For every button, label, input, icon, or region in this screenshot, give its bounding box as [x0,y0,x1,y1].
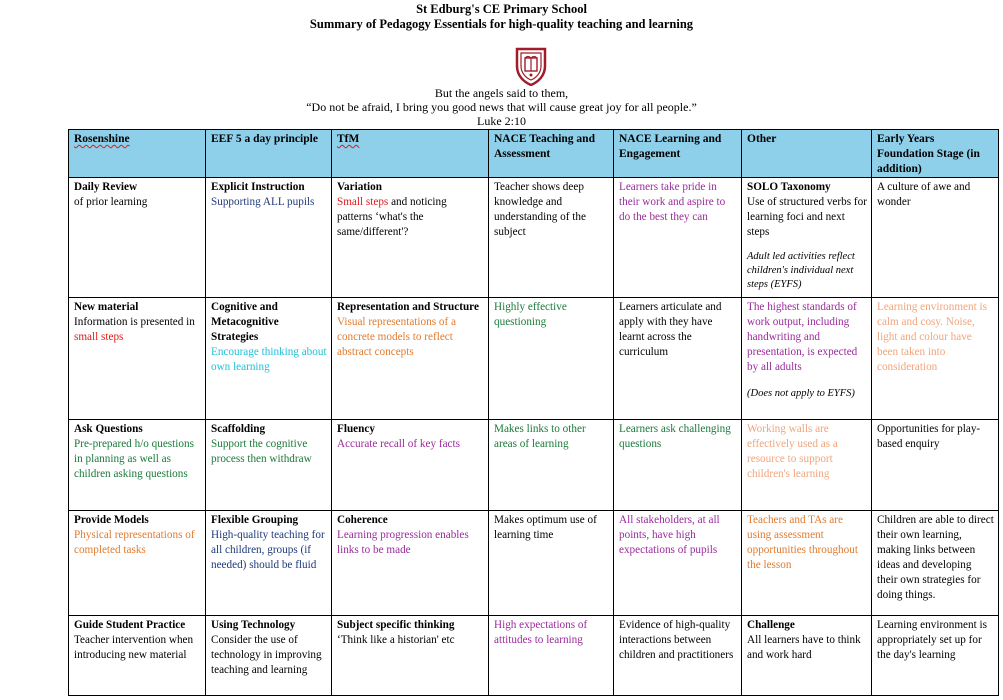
cell-eef: Flexible Grouping High-quality teaching for all children, groups (if needed) should be fluid [206,511,332,616]
verse-line-2: “Do not be afraid, I bring you good news that will cause great joy for all people.” [306,100,697,114]
cell-nace-teaching: Highly effective questioning [489,298,614,420]
cell-rosenshine: Ask Questions Pre-prepared h/o questions in planning as well as children asking questions [69,420,206,511]
cell-eyfs: Children are able to direct their own learning, making links between ideas and developing their own strategies for doing things. [872,511,999,616]
document-subtitle: Summary of Pedagogy Essentials for high-quality teaching and learning [309,17,694,31]
cell-tfm: Representation and Structure Visual representations of a concrete models to reflect abstract concepts [332,298,489,420]
col-header-eyfs: Early Years Foundation Stage (in addition) [872,130,999,178]
cell-other: The highest standards of work output, including handwriting and presentation, is expected by all adults (Does not apply to EYFS) [742,298,872,420]
cell-nace-teaching: Makes optimum use of learning time [489,511,614,616]
cell-tfm: Fluency Accurate recall of key facts [332,420,489,511]
school-crest-icon [514,46,548,86]
school-name: St Edburg's CE Primary School [416,2,587,16]
cell-other: Teachers and TAs are using assessment opportunities throughout the lesson [742,511,872,616]
cell-eyfs: Learning environment is appropriately set up for the day's learning [872,616,999,696]
cell-nace-teaching: Makes links to other areas of learning [489,420,614,511]
cell-rosenshine: New material Information is presented in small steps [69,298,206,420]
cell-nace-learning: All stakeholders, at all points, have high expectations of pupils [614,511,742,616]
cell-eef: Cognitive and Metacognitive Strategies Encourage thinking about own learning [206,298,332,420]
cell-nace-learning: Learners articulate and apply with they have learnt across the curriculum [614,298,742,420]
table-row [69,511,999,616]
col-header-other: Other [742,130,872,178]
col-header-nace-learning: NACE Learning and Engagement [614,130,742,178]
cell-other: Challenge All learners have to think and work hard [742,616,872,696]
col-header-nace-teaching: NACE Teaching and Assessment [489,130,614,178]
cell-eef: Scaffolding Support the cognitive process then withdraw [206,420,332,511]
table-row [69,298,999,420]
cell-other: SOLO Taxonomy Use of structured verbs for learning foci and next steps Adult led activities reflect children's individual next steps (EYFS) [742,178,872,298]
cell-tfm: Variation Small steps and noticing patterns ‘what's the same/different'? [332,178,489,298]
cell-nace-learning: Learners take pride in their work and aspire to do the best they can [614,178,742,298]
cell-nace-teaching: Teacher shows deep knowledge and understanding of the subject [489,178,614,298]
cell-nace-learning: Learners ask challenging questions [614,420,742,511]
table-row [69,420,999,511]
cell-tfm: Coherence Learning progression enables links to be made [332,511,489,616]
table-header-row [69,130,999,178]
cell-rosenshine: Daily Review of prior learning [69,178,206,298]
cell-eyfs: A culture of awe and wonder [872,178,999,298]
col-header-rosenshine: Rosenshine [69,130,206,178]
pedagogy-table [68,129,999,696]
cell-eyfs: Learning environment is calm and cosy. Noise, light and colour have been taken into consideration [872,298,999,420]
cell-eyfs: Opportunities for play-based enquiry [872,420,999,511]
cell-nace-learning: Evidence of high-quality interactions between children and practitioners [614,616,742,696]
cell-rosenshine: Guide Student Practice Teacher intervention when introducing new material [69,616,206,696]
table-row [69,616,999,696]
col-header-tfm: TfM [332,130,489,178]
col-header-eef: EEF 5 a day principle [206,130,332,178]
cell-other: Working walls are effectively used as a resource to support children's learning [742,420,872,511]
table-row [69,178,999,298]
cell-eef: Explicit Instruction Supporting ALL pupils [206,178,332,298]
verse-reference: Luke 2:10 [477,114,526,128]
verse-line-1: But the angels said to them, [434,86,569,100]
cell-nace-teaching: High expectations of attitudes to learning [489,616,614,696]
cell-tfm: Subject specific thinking ‘Think like a historian' etc [332,616,489,696]
cell-rosenshine: Provide Models Physical representations of completed tasks [69,511,206,616]
cell-eef: Using Technology Consider the use of technology in improving teaching and learning [206,616,332,696]
